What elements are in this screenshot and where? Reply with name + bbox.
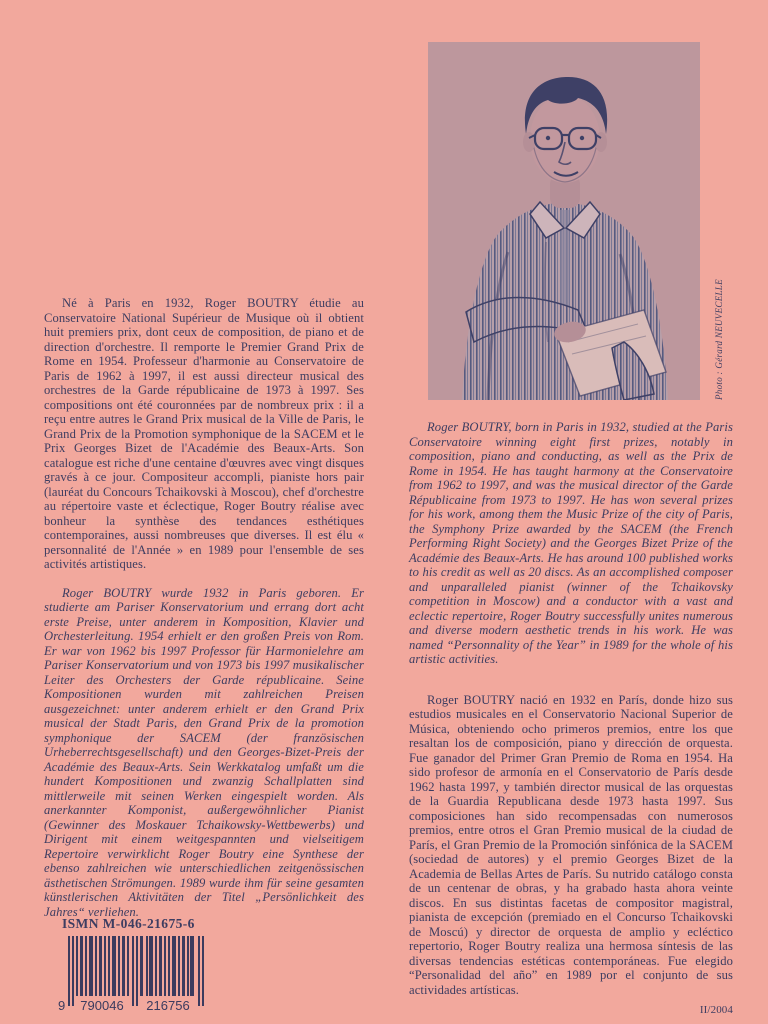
portrait-photo [428, 42, 700, 400]
edition-code: II/2004 [699, 1004, 733, 1016]
photo-credit: Photo : Gérard NEUVECELLE [714, 279, 724, 400]
barcode-digits-group2: 216756 [146, 998, 190, 1012]
ismn-label: ISMN M-046-21675-6 [62, 916, 195, 931]
barcode-digits-group1: 790046 [80, 998, 124, 1012]
bio-paragraph-french: Né à Paris en 1932, Roger BOUTRY étudie au Conservatoire National Supérieur de Musique où il obtient huit premiers prix, dont ceux de composition, de piano et de direction d'orchestre. Il remporte le Premier Grand Prix de Rome en 1954. Professeur d'harmonie au Conservatoire de Paris de 1962 à 1997, il est aussi directeur musical des orchestres de la Garde républicaine de 1973 à 1997. Ses compositions ont été couronnées par de nombreux prix : il a reçu entre autres le Grand Prix musical de la Ville de Paris, le Grand Prix de la Promotion symphonique de la SACEM et le Prix Georges Bizet de l'Académie des Beaux-Arts. Son catalogue est riche d'une centaine d'œuvres avec vingt disques gravés à ce jour. Compositeur accompli, pianiste hors pair (lauréat du Concours Tchaikovski à Moscou), chef d'orchestre au répertoire vaste et éclectique, Roger Boutry réalise avec bonheur la synthèse des tendances esthétiques contemporaines, aussi nombreuses que diverses. Il est élu « personnalité de l'Année » en 1989 pour l'ensemble de ses activités artistiques. [44, 296, 364, 571]
right-text-column [409, 420, 733, 1018]
ean-barcode [58, 936, 210, 1012]
bio-paragraph-english: Roger BOUTRY, born in Paris in 1932, studied at the Paris Conservatoire winning eight first prizes, notably in composition, piano and conducting, as well as the Prix de Rome in 1954. He has taught harmony at the Conservatoire from 1962 to 1997, and was the musical director of the Garde Républicaine from 1973 to 1997. He has won several prizes for his work, among them the Music Prize of the city of Paris, the Symphony Prize awarded by the SACEM (the French Performing Right Society) and the Georges Bizet Prize of the Académie des Beaux-Arts. He has around 100 published works to his credit as well as 20 discs. As an accomplished composer and unparalleled pianist (winner of the Tchaikovsky competition in Moscow) and a conductor with a vast and eclectic repertoire, Roger Boutry successfully unites numerous and diverse modern aesthetic trends in his work. He was named “Personnality of the Year” in 1989 for the whole of his artistic activities. [409, 420, 733, 666]
bio-paragraph-german: Roger BOUTRY wurde 1932 in Paris geboren. Er studierte am Pariser Konservatorium und errang dort acht erste Preise, unter anderem in Komposition, Klavier und Orchesterleitung. 1954 erhielt er den großen Preis von Rom. Er war von 1962 bis 1997 Professor für Harmonielehre am Pariser Konservatorium und von 1973 bis 1997 musikalischer Leiter des Orchesters der Garde républicaine. Seine Kompositionen wurden mit zahlreichen Preisen ausgezeichnet: unter anderem erhielt er den Grand Prix musical der Stadt Paris, den Grand Prix de la promotion symphonique der SACEM (der französischen Urheberrechtsgesellschaft) und den Georges-Bizet-Preis der Académie des Beaux-Arts. Sein Werkkatalog umfaßt um die hundert Kompositionen und zwanzig Schallplatten sind mittlerweile mit seinen Werken eingespielt worden. Als anerkannter Komponist, außergewöhnlicher Pianist (Gewinner des Moskauer Tchaikowsky-Wettbewerbs) und Dirigent mit einem weitgespannten und vielseitigem Repertoire verwirklicht Roger Boutry eine Synthese der ebenso zahlreichen wie unterschiedlichen zeitgenössischen ästhetischen Strömungen. 1989 wurde ihm für seine gesamten künstlerischen Aktivitäten der Titel „Persönlichkeit des Jahres“ verliehen. [44, 585, 364, 919]
bio-paragraph-spanish: Roger BOUTRY nació en 1932 en París, donde hizo sus estudios musicales en el Conservatorio Nacional Superior de Música, obteniendo ocho primeros premios, entre los que resaltan los de composición, piano y dirección de orquesta. Fue ganador del Primer Gran Premio de Roma en 1954. Ha sido profesor de armonía en el Conservatorio de París desde 1962 hasta 1997, y también director musical de las orquestas de la Guardia Republicana desde 1973 hasta 1997. Sus composiciones han sido recompensadas con numerosos premios, entre otros el Gran Premio musical de la ciudad de París, el Gran Premio de la Promoción sinfónica de la SACEM (sociedad de autores) y el premio Georges Bizet de la Academia de Bellas Artes de París. Su nutrido catálogo consta de un centenar de obras, y ha grabado hasta ahora veinte discos. En sus distintas facetas de compositor magistral, pianista de excepción (premiado en el Concurso Tchaikovski de Moscú) y director de orquesta de amplio y ecléctico repertorio, Roger Boutry realiza una hermosa síntesis de las diversas tendencias estéticas contemporáneas. Fue elegido “Personalidad del año” en 1989 por el conjunto de sus actividades artísticas. [409, 692, 733, 997]
barcode-digit-lead: 9 [58, 998, 66, 1012]
left-text-column [44, 296, 364, 919]
